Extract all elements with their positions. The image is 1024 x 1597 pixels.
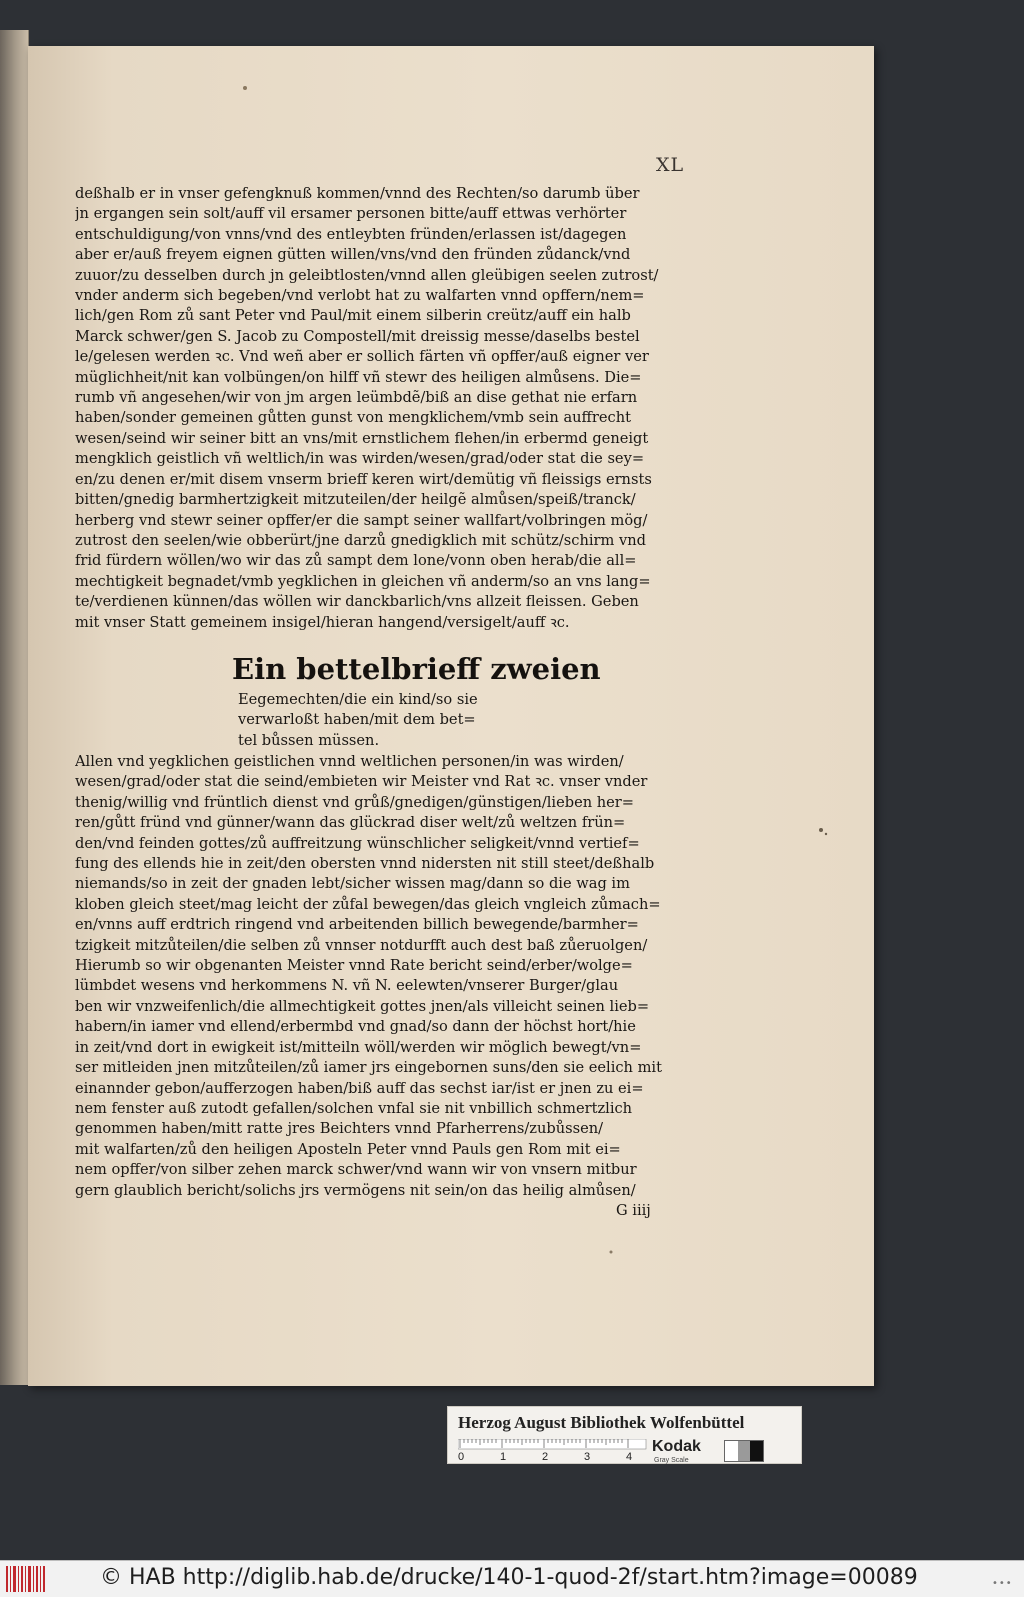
paragraph-1 — [75, 184, 730, 633]
folio-number: XL — [656, 154, 685, 176]
text-line: genommen haben/mitt ratte jres Beichters vnnd Pfarherrens/zubůssen/ — [75, 1120, 604, 1138]
library-name: Herzog August Bibliothek Wolfenbüttel — [458, 1413, 745, 1432]
text-line: einannder gebon/aufferzogen haben/biß auff das sechst iar/ist er jnen zu ei= — [75, 1079, 644, 1097]
paragraph-2 — [75, 752, 730, 1201]
more-icon[interactable]: ••• — [992, 1578, 1013, 1589]
text-line: ben wir vnzweifenlich/die allmechtigkeit gottes jnen/als villeicht seinen lieb= — [75, 997, 650, 1015]
gray-scale-patch — [724, 1440, 764, 1462]
copyright-url-link[interactable]: © HAB http://diglib.hab.de/drucke/140-1-quod-2f/start.htm?image=00089 — [100, 1565, 918, 1590]
text-line: mengklich geistlich vñ weltlich/in was wirden/wesen/grad/oder stat die sey= — [75, 450, 645, 468]
text-line: en/vnns auff erdtrich ringend vnd arbeitenden billich bewegende/barmher= — [75, 916, 639, 934]
text-line: Eegemechten/die ein kind/so sie — [238, 691, 478, 708]
ruler-number-1: 1 — [500, 1451, 507, 1461]
section-heading: Ein bettelbrieff zweien — [232, 652, 601, 686]
text-line: wesen/seind wir seiner bitt an vns/mit ernstlichem flehen/in erbermd geneigt — [75, 429, 649, 447]
text-line: den/vnd feinden gottes/zů auffreitzung wünschlicher seligkeit/vnnd vertief= — [75, 834, 640, 852]
text-line: herberg vnd stewr seiner opffer/er die sampt seiner wallfart/volbringen mög/ — [75, 511, 648, 529]
ruler-number-0: 0 — [458, 1451, 465, 1461]
text-line: mechtigkeit begnadet/vmb yegklichen in gleichen vñ anderm/so an vns lang= — [75, 572, 651, 590]
text-line: fung des ellends hie in zeit/den obersten vnnd nidersten nit still steet/deßhalb — [75, 855, 655, 873]
text-line: niemands/so in zeit der gnaden lebt/sicher wissen mag/dann so die wag im — [75, 875, 630, 893]
text-line: zuuor/zu desselben durch jn geleibtlosten/vnnd allen gleübigen seelen zutrost/ — [75, 266, 659, 284]
grayscale-label: Gray Scale — [654, 1457, 689, 1464]
text-line: en/zu denen er/mit disem vnserm brieff keren wirt/demütig vñ fleissigs ernsts — [75, 470, 652, 488]
text-line: jn ergangen sein solt/auff vil ersamer personen bitte/auff ettwas verhörter — [75, 205, 627, 223]
kodak-logo: Kodak — [652, 1438, 701, 1455]
ruler-number-3: 3 — [584, 1451, 591, 1461]
signature-mark: G iiij — [616, 1202, 651, 1219]
color-calibration-card — [447, 1406, 802, 1464]
text-line: rumb vñ angesehen/wir von jm argen leümbdẽ/biß an dise gethat nie erfarn — [75, 389, 638, 407]
book-page — [28, 46, 874, 1386]
text-line: verwarloßt haben/mit dem bet= — [238, 711, 476, 729]
text-line: lich/gen Rom zů sant Peter vnd Paul/mit einem silberin creütz/auff ein halb — [75, 307, 631, 325]
text-line: vnder anderm sich begeben/vnd verlobt hat zu walfarten vnnd opffern/nem= — [75, 287, 645, 305]
measurement-ruler — [458, 1439, 648, 1461]
text-line: gern glaublich bericht/solichs jrs vermögens nit sein/on das heilig almůsen/ — [75, 1181, 636, 1199]
text-line: aber er/auß freyem eignen gütten willen/vns/vnd den fründen zůdanck/vnd — [75, 246, 631, 264]
text-line: nem opffer/von silber zehen marck schwer/vnd wann wir von vnsern mitbur — [75, 1161, 637, 1179]
text-line: lümbdet wesens vnd herkommens N. vñ N. eelewten/vnserer Burger/glau — [75, 977, 619, 995]
text-line: nem fenster auß zutodt gefallen/solchen vnfal sie nit vnbillich schmertzlich — [75, 1099, 633, 1117]
text-line: Hierumb so wir obgenanten Meister vnnd Rate bericht seind/erber/wolge= — [75, 957, 633, 975]
left-page-edge — [0, 30, 29, 1385]
text-line: ser mitleiden jnen mitzůteilen/zů iamer jrs eingebornen suns/den sie eelich mit — [75, 1059, 662, 1077]
text-line: mit vnser Statt gemeinem insigel/hieran hangend/versigelt/auff ꝛc. — [75, 613, 570, 631]
text-line: thenig/willig vnd früntlich dienst vnd grůß/gnedigen/günstigen/lieben her= — [75, 793, 634, 811]
text-line: bitten/gnedig barmhertzigkeit mitzuteilen/der heilgẽ almůsen/speiß/tranck/ — [75, 491, 636, 509]
text-line: ren/gůtt fründ vnd günner/wann das glückrad diser welt/zů weltzen frün= — [75, 814, 626, 832]
text-line: habern/in iamer vnd ellend/erbermbd vnd gnad/so dann der höchst hort/hie — [75, 1018, 636, 1036]
text-line: kloben gleich steet/mag leicht der zůfal bewegen/das gleich vngleich zůmach= — [75, 895, 661, 913]
text-line: Marck schwer/gen S. Jacob zu Compostell/mit dreissig messe/daselbs bestel — [75, 327, 640, 345]
text-line: in zeit/vnd dort in ewigkeit ist/mitteiln wöll/werden wir möglich bewegt/vn= — [75, 1038, 642, 1056]
text-line: entschuldigung/von vnns/vnd des entleybten fründen/erlassen ist/dagegen — [75, 225, 627, 243]
text-line: frid fürdern wöllen/wo wir das zů sampt dem lone/vonn oben herab/die all= — [75, 552, 637, 570]
text-line: te/verdienen künnen/das wöllen wir danckbarlich/vns allzeit fleissen. Geben — [75, 593, 639, 611]
text-line: tzigkeit mitzůteilen/die selben zů vnnser notdurfft auch dest baß zůeruolgen/ — [75, 936, 648, 954]
text-line: Allen vnd yegklichen geistlichen vnnd weltlichen personen/in was wirden/ — [75, 753, 624, 770]
text-line: wesen/grad/oder stat die seind/embieten wir Meister vnd Rat ꝛc. vnser vnder — [75, 773, 648, 791]
section-subheading — [238, 690, 538, 751]
text-line: zutrost den seelen/wie obberürt/jne darzů gnedigklich mit schütz/schirm vnd — [75, 531, 646, 549]
text-line: haben/sonder gemeinen gůtten gunst von mengklichem/vmb sein auffrecht — [75, 409, 631, 427]
footer-bar — [0, 1560, 1024, 1597]
text-line: le/gelesen werden ꝛc. Vnd weñ aber er sollich färten vñ opffer/auß eigner ver — [75, 348, 649, 366]
text-line: müglichheit/nit kan volbüngen/on hilff vñ stewr des heiligen almůsens. Die= — [75, 368, 642, 386]
barcode-icon — [6, 1566, 46, 1592]
text-line: mit walfarten/zů den heiligen Aposteln Peter vnnd Pauls gen Rom mit ei= — [75, 1140, 621, 1158]
ruler-number-2: 2 — [542, 1451, 549, 1461]
text-line: deßhalb er in vnser gefengknuß kommen/vnnd des Rechten/so darumb über — [75, 185, 640, 202]
text-line: tel bůssen müssen. — [238, 731, 380, 749]
ruler-number-4: 4 — [626, 1451, 633, 1461]
